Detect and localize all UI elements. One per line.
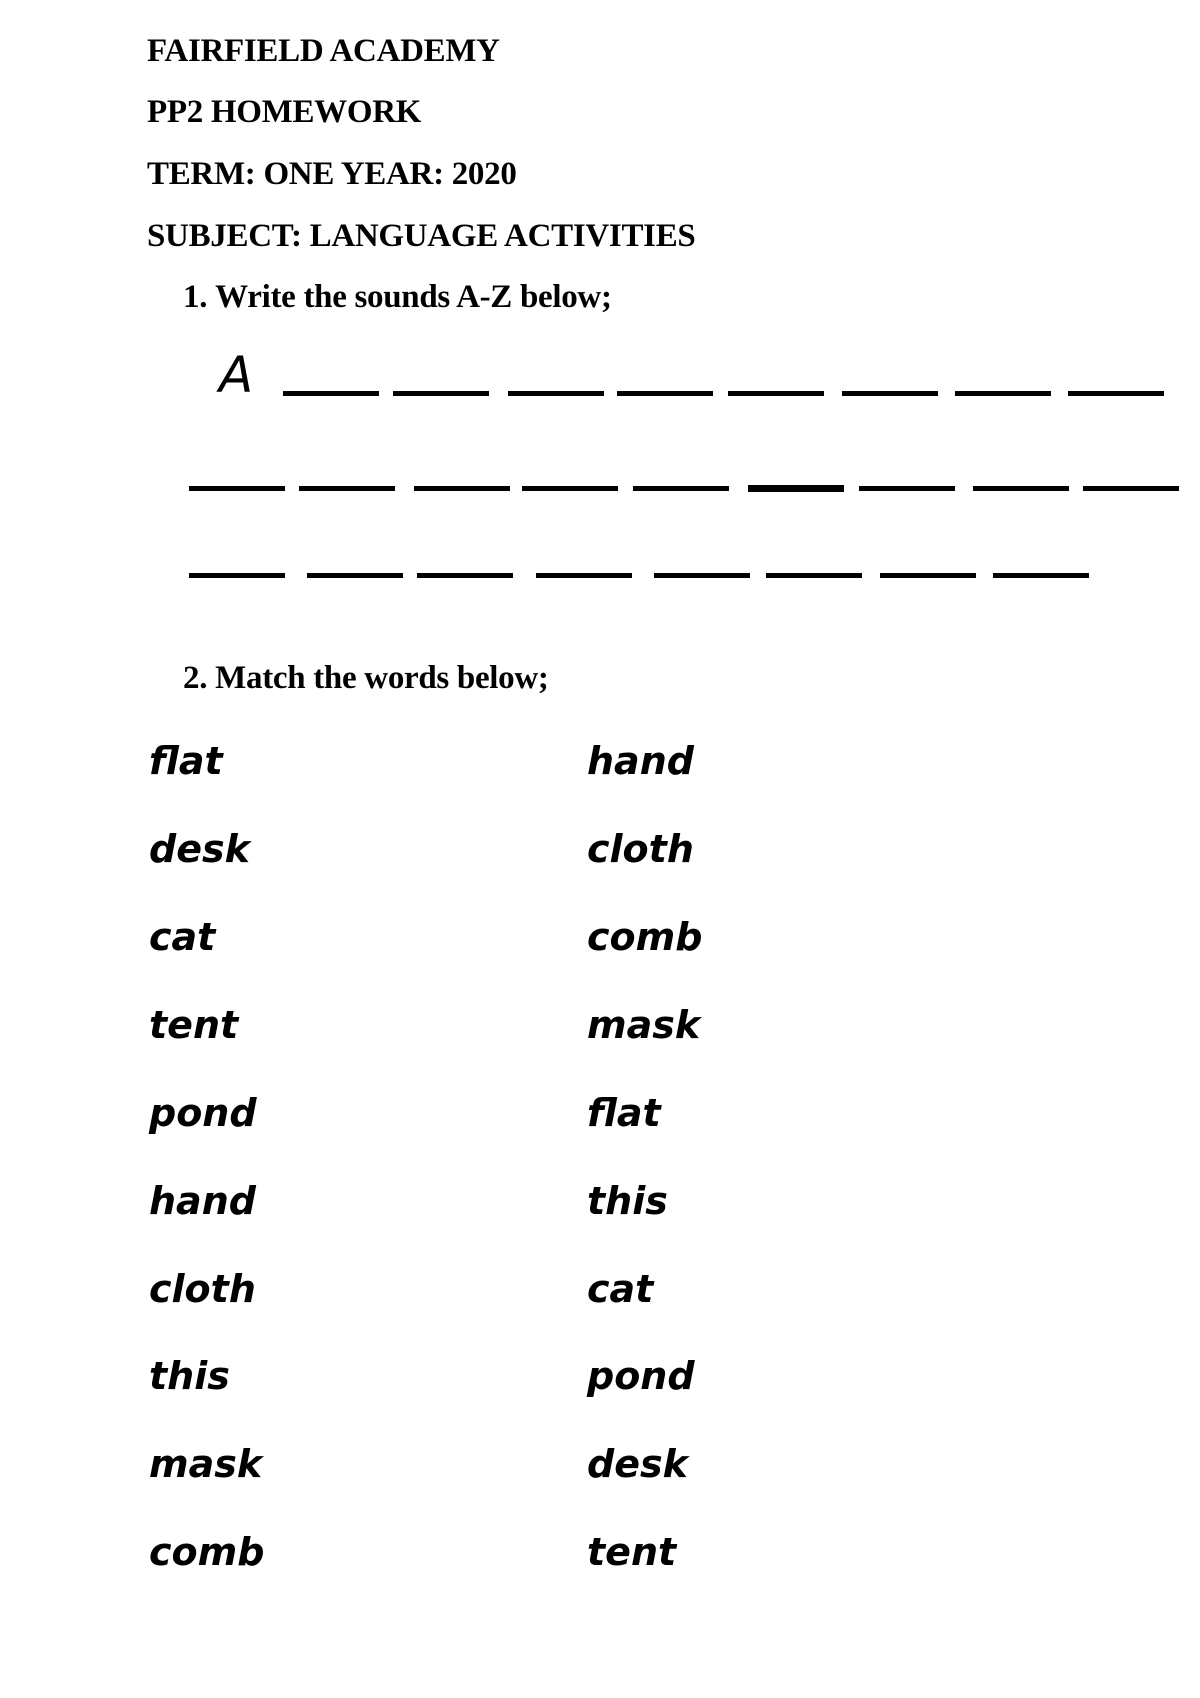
left-word: desk	[149, 827, 250, 871]
right-word: mask	[587, 1003, 701, 1047]
right-word: desk	[587, 1442, 688, 1486]
left-word: tent	[149, 1003, 239, 1047]
writing-blank	[654, 573, 750, 578]
writing-blank	[955, 391, 1051, 396]
writing-blank	[633, 486, 729, 491]
writing-blank	[417, 573, 513, 578]
sample-letter: A	[219, 346, 254, 404]
right-word: cloth	[587, 827, 694, 871]
writing-blank	[728, 391, 824, 396]
question-2	[183, 662, 549, 695]
left-word: pond	[149, 1091, 257, 1135]
question-1-number: 1.	[183, 279, 208, 315]
writing-blank	[880, 573, 976, 578]
right-word: cat	[587, 1267, 654, 1311]
left-word: flat	[149, 739, 223, 783]
right-word: comb	[587, 915, 703, 959]
left-word: comb	[149, 1530, 265, 1574]
writing-blank	[536, 573, 632, 578]
writing-blank	[1068, 391, 1164, 396]
right-word: pond	[587, 1354, 695, 1398]
right-word: this	[587, 1179, 668, 1223]
term-year: TERM: ONE YEAR: 2020	[147, 156, 517, 192]
left-word: cloth	[149, 1267, 256, 1311]
writing-blank	[189, 486, 285, 491]
right-word: hand	[587, 739, 694, 783]
subject-title: SUBJECT: LANGUAGE ACTIVITIES	[147, 218, 696, 254]
school-name: FAIRFIELD ACADEMY	[147, 33, 500, 69]
writing-blank	[766, 573, 862, 578]
writing-blank	[859, 486, 955, 491]
right-word: tent	[587, 1530, 677, 1574]
writing-blank	[842, 391, 938, 396]
left-word: this	[149, 1354, 230, 1398]
writing-blank	[617, 391, 713, 396]
left-word: mask	[149, 1442, 263, 1486]
writing-blank	[1083, 486, 1179, 491]
left-word: cat	[149, 915, 216, 959]
question-1-text: Write the sounds A-Z below;	[215, 279, 612, 315]
left-word: hand	[149, 1179, 256, 1223]
writing-blank	[189, 573, 285, 578]
writing-blank	[508, 391, 604, 396]
writing-blank	[748, 485, 844, 492]
question-2-text: Match the words below;	[215, 660, 549, 696]
question-1	[183, 281, 612, 314]
writing-blank	[393, 391, 489, 396]
writing-blank	[307, 573, 403, 578]
writing-blank	[299, 486, 395, 491]
right-word: flat	[587, 1091, 661, 1135]
class-title: PP2 HOMEWORK	[147, 94, 422, 130]
writing-blank	[993, 573, 1089, 578]
writing-blank	[522, 486, 618, 491]
writing-blank	[414, 486, 510, 491]
writing-blank	[973, 486, 1069, 491]
writing-blank	[283, 391, 379, 396]
question-2-number: 2.	[183, 660, 208, 696]
